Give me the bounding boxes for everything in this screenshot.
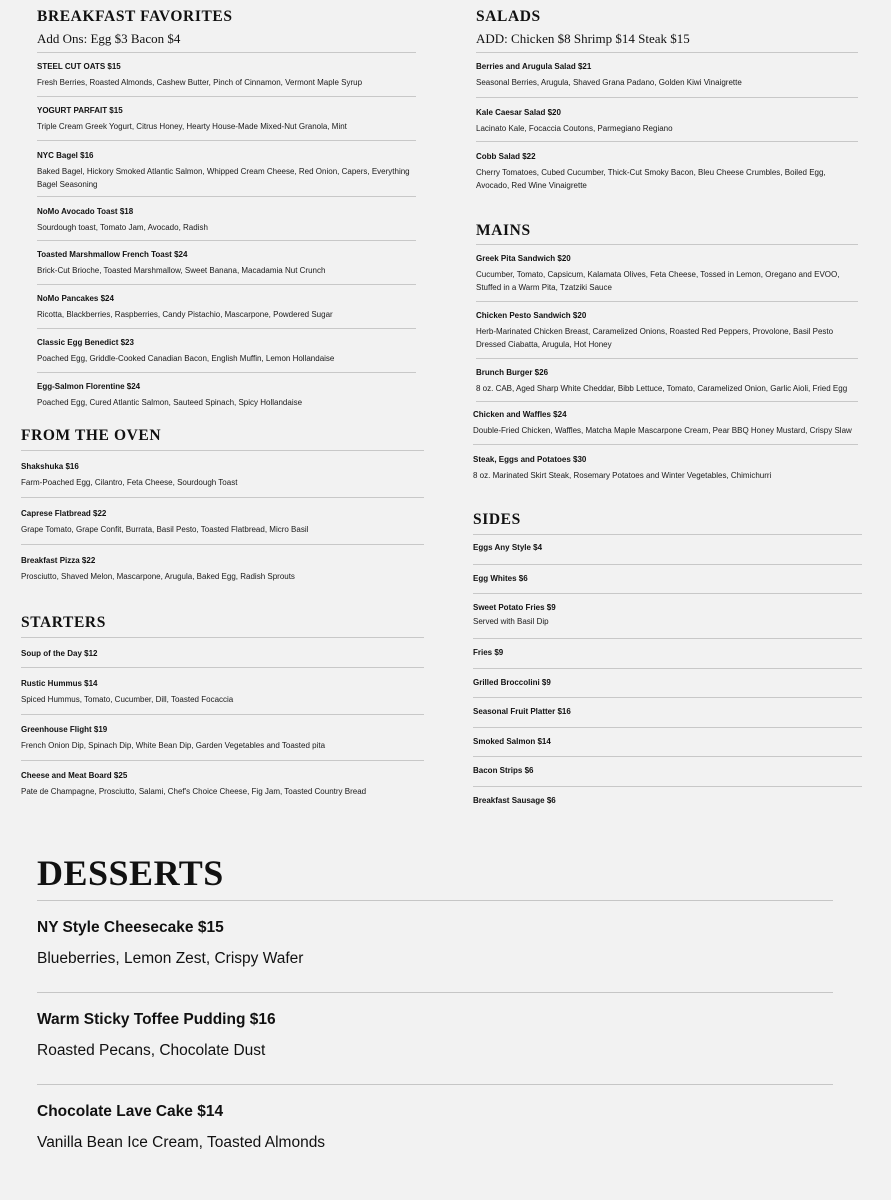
desserts-title: DESSERTS (37, 853, 224, 893)
item-title: Shakshuka $16 (21, 462, 79, 471)
dessert-title: Warm Sticky Toffee Pudding $16 (37, 1011, 276, 1028)
item-list (37, 52, 416, 413)
item-title: Greek Pita Sandwich $20 (476, 254, 571, 263)
item-description: Served with Basil Dip (473, 617, 549, 626)
menu-item (21, 451, 424, 498)
section-title: BREAKFAST FAVORITES (37, 8, 233, 25)
menu-item (21, 638, 424, 668)
menu-item (37, 53, 416, 97)
menu-item (473, 698, 862, 728)
item-title: Caprese Flatbread $22 (21, 509, 107, 518)
item-title: Smoked Salmon $14 (473, 736, 551, 746)
menu-item (37, 241, 416, 285)
menu-item (473, 787, 862, 817)
menu-item (476, 302, 858, 359)
item-title: Breakfast Pizza $22 (21, 556, 96, 565)
menu-item (473, 728, 862, 758)
item-title: Breakfast Sausage $6 (473, 795, 556, 805)
menu-item (21, 498, 424, 545)
menu-item (21, 761, 424, 807)
item-title: Berries and Arugula Salad $21 (476, 62, 592, 71)
section-title: SALADS (476, 8, 541, 25)
dessert-title: Chocolate Lave Cake $14 (37, 1103, 224, 1120)
menu-item (473, 639, 862, 669)
item-description: Ricotta, Blackberries, Raspberries, Candy Pistachio, Mascarpone, Powdered Sugar (37, 310, 333, 319)
menu-item (476, 245, 858, 302)
dessert-item (37, 992, 833, 1084)
item-list (473, 534, 862, 816)
item-title: Bacon Strips $6 (473, 766, 534, 775)
item-description: Grape Tomato, Grape Confit, Burrata, Basil Pesto, Toasted Flatbread, Micro Basil (21, 525, 309, 534)
item-title: Cobb Salad $22 (476, 152, 536, 161)
item-title: Brunch Burger $26 (476, 368, 549, 377)
desserts-section (37, 855, 833, 1176)
item-description: 8 oz. Marinated Skirt Steak, Rosemary Potatoes and Winter Vegetables, Chimichurri (473, 471, 772, 480)
item-description: 8 oz. CAB, Aged Sharp White Cheddar, Bibb Lettuce, Tomato, Caramelized Onion, Garlic Aioli, Fried Egg (476, 384, 848, 393)
dessert-list (37, 900, 833, 1176)
menu-item (37, 97, 416, 141)
item-title: Sweet Potato Fries $9 (473, 603, 556, 612)
mains-section (473, 222, 858, 485)
item-description: Poached Egg, Cured Atlantic Salmon, Sauteed Spinach, Spicy Hollandaise (37, 398, 303, 407)
menu-item (473, 757, 862, 787)
item-title: Greenhouse Flight $19 (21, 725, 108, 734)
item-title: Soup of the Day $12 (21, 649, 98, 658)
menu-item (37, 373, 416, 413)
item-description: Sourdough toast, Tomato Jam, Avocado, Radish (37, 223, 208, 232)
menu-item (473, 565, 862, 595)
item-title: Grilled Broccolini $9 (473, 677, 551, 687)
menu-item (473, 402, 858, 445)
item-description: Prosciutto, Shaved Melon, Mascarpone, Arugula, Baked Egg, Radish Sprouts (21, 572, 295, 581)
menu-item (21, 715, 424, 761)
item-title: NYC Bagel $16 (37, 151, 94, 160)
oven-section (21, 427, 424, 592)
item-description: Cucumber, Tomato, Capsicum, Kalamata Olives, Feta Cheese, Tossed in Lemon, Oregano and EVOO, Stuffed in a Warm Pita, Tzatziki Sauce (476, 270, 840, 292)
menu-item (476, 142, 858, 202)
item-title: Seasonal Fruit Platter $16 (473, 707, 571, 716)
item-title: Fries $9 (473, 648, 504, 657)
item-title: Toasted Marshmallow French Toast $24 (37, 250, 188, 259)
item-description: Fresh Berries, Roasted Almonds, Cashew Butter, Pinch of Cinnamon, Vermont Maple Syrup (37, 78, 363, 87)
item-title: Chicken Pesto Sandwich $20 (476, 311, 587, 320)
item-list (476, 52, 858, 202)
item-title: NoMo Pancakes $24 (37, 294, 114, 303)
item-description: Spiced Hummus, Tomato, Cucumber, Dill, Toasted Focaccia (21, 695, 234, 704)
item-list (21, 637, 424, 807)
item-description: Cherry Tomatoes, Cubed Cucumber, Thick-Cut Smoky Bacon, Bleu Cheese Crumbles, Boiled Egg, Avocado, Red Wine Vinaigrette (476, 168, 826, 190)
dessert-description: Roasted Pecans, Chocolate Dust (37, 1042, 266, 1059)
item-title: YOGURT PARFAIT $15 (37, 106, 123, 115)
item-title: Kale Caesar Salad $20 (476, 108, 561, 117)
item-description: Brick-Cut Brioche, Toasted Marshmallow, Sweet Banana, Macadamia Nut Crunch (37, 266, 326, 275)
dessert-description: Vanilla Bean Ice Cream, Toasted Almonds (37, 1134, 326, 1151)
section-title: MAINS (476, 222, 531, 239)
item-title: Egg Whites $6 (473, 573, 528, 583)
starters-section (21, 614, 424, 807)
menu-item (476, 53, 858, 98)
dessert-item (37, 900, 833, 992)
menu-item (476, 359, 858, 402)
menu-item (37, 141, 416, 197)
section-title: STARTERS (21, 614, 106, 631)
menu-item (37, 329, 416, 373)
item-title: Egg-Salmon Florentine $24 (37, 382, 141, 391)
item-list (21, 450, 424, 592)
addons-note: ADD: Chicken $8 Shrimp $14 Steak $15 (476, 31, 690, 46)
item-description: Poached Egg, Griddle-Cooked Canadian Bacon, English Muffin, Lemon Hollandaise (37, 354, 335, 363)
item-title: Chicken and Waffles $24 (473, 410, 567, 419)
menu-item (37, 197, 416, 241)
item-title: Eggs Any Style $4 (473, 543, 543, 552)
dessert-item (37, 1084, 833, 1176)
item-description: Herb-Marinated Chicken Breast, Caramelized Onions, Roasted Red Peppers, Provolone, Basil Pesto Dressed Ciabatta, Arugula, Hot Honey (476, 327, 834, 349)
menu-item (473, 445, 858, 485)
sides-section (473, 511, 862, 816)
item-title: Cheese and Meat Board $25 (21, 771, 128, 780)
item-description: Baked Bagel, Hickory Smoked Atlantic Salmon, Whipped Cream Cheese, Red Onion, Capers, Everything Bagel Seasoning (37, 167, 410, 189)
menu-item (476, 98, 858, 142)
item-title: NoMo Avocado Toast $18 (37, 207, 134, 216)
item-description: Triple Cream Greek Yogurt, Citrus Honey, Hearty House-Made Mixed-Nut Granola, Mint (37, 122, 347, 131)
menu-item (473, 669, 862, 699)
item-description: Pate de Champagne, Prosciutto, Salami, Chef's Choice Cheese, Fig Jam, Toasted Country Bread (21, 787, 367, 796)
dessert-description: Blueberries, Lemon Zest, Crispy Wafer (37, 950, 304, 967)
item-title: Steak, Eggs and Potatoes $30 (473, 455, 587, 464)
breakfast-section (37, 8, 416, 413)
menu-item (473, 594, 862, 639)
section-title: FROM THE OVEN (21, 427, 162, 444)
item-description: Lacinato Kale, Focaccia Coutons, Parmegiano Regiano (476, 124, 673, 133)
menu-item (21, 668, 424, 715)
item-description: Double-Fried Chicken, Waffles, Matcha Maple Mascarpone Cream, Pear BBQ Honey Mustard, Crispy Slaw (473, 426, 852, 435)
dessert-title: NY Style Cheesecake $15 (37, 919, 224, 936)
item-list (473, 244, 858, 485)
item-title: Classic Egg Benedict $23 (37, 338, 134, 347)
menu-item (473, 535, 862, 565)
item-description: Farm-Poached Egg, Cilantro, Feta Cheese, Sourdough Toast (21, 478, 238, 487)
item-title: Rustic Hummus $14 (21, 679, 98, 688)
item-title: STEEL CUT OATS $15 (37, 62, 121, 71)
item-description: Seasonal Berries, Arugula, Shaved Grana Padano, Golden Kiwi Vinaigrette (476, 78, 742, 87)
item-description: French Onion Dip, Spinach Dip, White Bean Dip, Garden Vegetables and Toasted pita (21, 741, 326, 750)
salads-section (476, 8, 858, 202)
addons-note: Add Ons: Egg $3 Bacon $4 (37, 31, 181, 46)
menu-item (21, 545, 424, 592)
section-title: SIDES (473, 511, 521, 528)
menu-item (37, 285, 416, 329)
